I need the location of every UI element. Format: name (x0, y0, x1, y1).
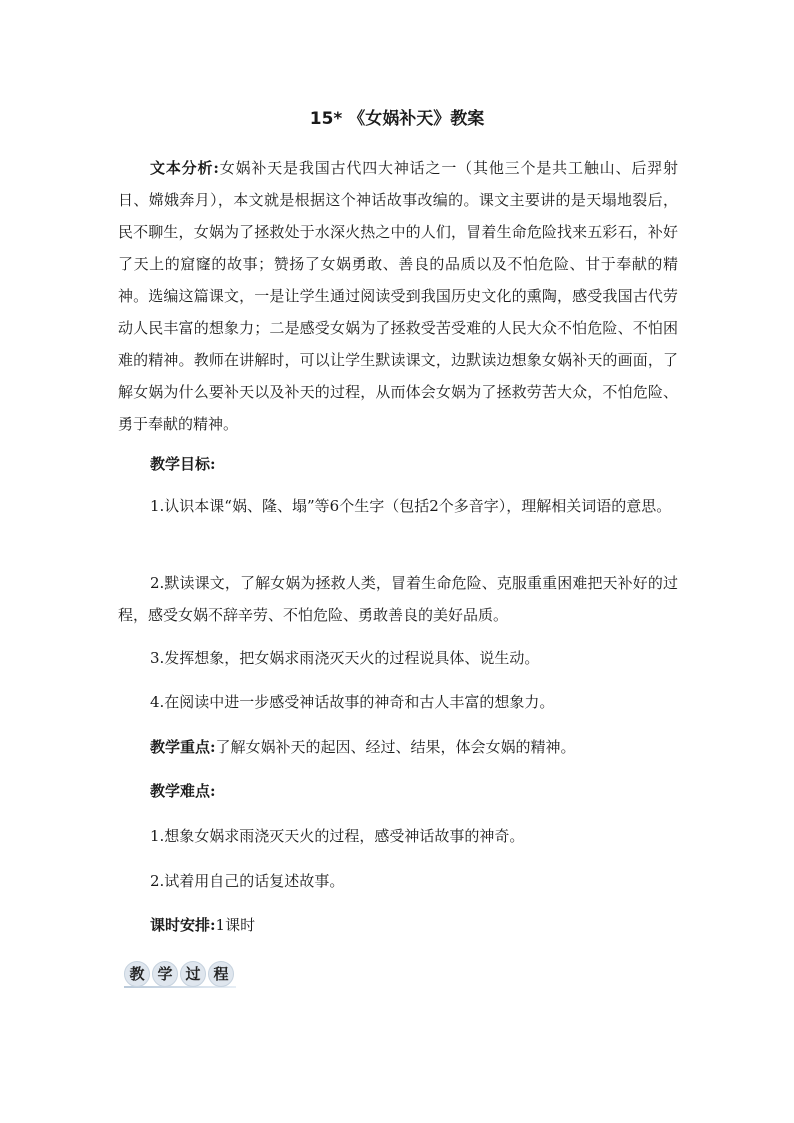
text-analysis-label: 文本分析: (150, 159, 219, 177)
difficulty-item-2 (118, 865, 678, 897)
teaching-goals-heading-block (118, 448, 678, 480)
goal-item-3 (118, 642, 678, 674)
teaching-focus-body: 了解女娲补天的起因、经过、结果，体会女娲的精神。 (215, 738, 576, 756)
teaching-difficulty-heading (118, 775, 678, 807)
schedule-label: 课时安排: (150, 916, 216, 934)
heading-char: 学 (152, 961, 178, 987)
teaching-focus-section (118, 731, 678, 763)
teaching-focus-label: 教学重点: (150, 738, 216, 756)
heading-char: 教 (124, 961, 150, 987)
teaching-goals-heading (118, 448, 678, 480)
goal-item-text: 4.在阅读中进一步感受神话故事的神奇和古人丰富的想象力。 (150, 693, 555, 711)
schedule-paragraph (118, 909, 678, 941)
difficulty-item-text: 1.想象女娲求雨浇灭天火的过程，感受神话故事的神奇。 (150, 827, 525, 845)
text-analysis-section (118, 152, 678, 440)
goal-item-text: 1.认识本课“娲、隆、塌”等6个生字（包括2个多音字），理解相关词语的意思。 (150, 497, 672, 515)
goal-item-text: 2.默读课文，了解女娲为拯救人类，冒着生命危险、克服重重困难把天补好的过程，感受女娲不辞辛劳、不怕危险、勇敢善良的美好品质。 (118, 574, 678, 624)
teaching-process-heading (124, 960, 244, 992)
teaching-difficulty-label: 教学难点: (150, 782, 216, 800)
difficulty-item-1 (118, 820, 678, 852)
teaching-focus-paragraph (118, 731, 678, 763)
goal-item-2 (118, 567, 678, 631)
text-analysis-paragraph (118, 152, 678, 440)
page-title: 15* 《女娲补天》教案 (309, 109, 485, 129)
teaching-difficulty-heading-block (118, 775, 678, 807)
schedule-section (118, 909, 678, 941)
heading-char: 程 (208, 961, 234, 987)
teaching-goals-label: 教学目标: (150, 455, 216, 473)
goal-item-1 (118, 490, 678, 522)
heading-char: 过 (180, 961, 206, 987)
schedule-body: 1课时 (215, 916, 256, 934)
goal-item-4 (118, 686, 678, 718)
text-analysis-body: 女娲补天是我国古代四大神话之一（其他三个是共工触山、后羿射日、嫦娥奔月），本文就是根据这个神话故事改编的。课文主要讲的是天塌地裂后，民不聊生，女娲为了拯救处于水深火热之中的人们，冒着生命危险找来五彩石，补好了天上的窟窿的故事；赞扬了女娲勇敢、善良的品质以及不怕危险、甘于奉献的精神。选编这篇课文，一是让学生通过阅读受到我国历史文化的熏陶，感受我国古代劳动人民丰富的想象力；二是感受女娲为了拯救受苦受难的人民大众不怕危险、不怕困难的精神。教师在讲解时，可以让学生默读课文，边默读边想象女娲补天的画面，了解女娲为什么要补天以及补天的过程，从而体会女娲为了拯救劳苦大众，不怕危险、勇于奉献的精神。 (118, 159, 678, 433)
goal-item-text: 3.发挥想象，把女娲求雨浇灭天火的过程说具体、说生动。 (150, 649, 540, 667)
difficulty-item-text: 2.试着用自己的话复述故事。 (150, 872, 345, 890)
